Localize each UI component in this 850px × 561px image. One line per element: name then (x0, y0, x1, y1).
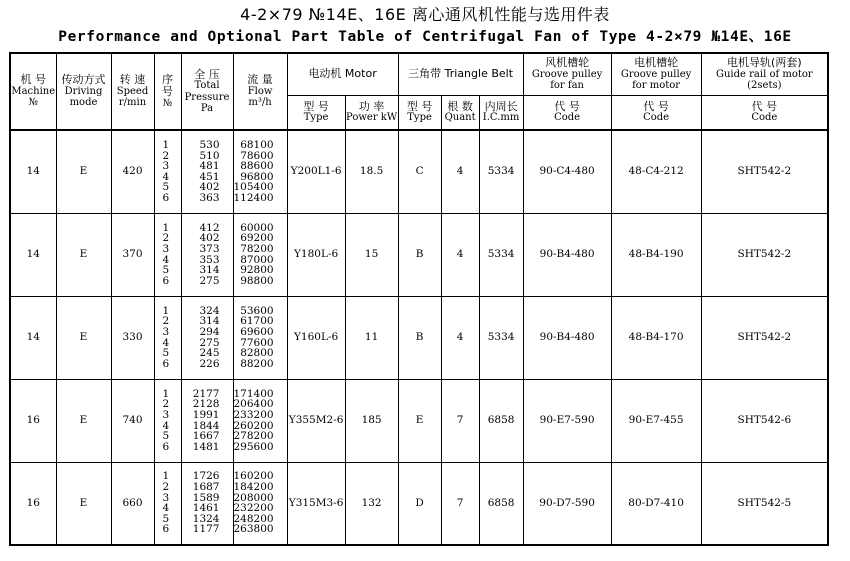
cell-pressure (181, 462, 233, 545)
cell-pressure-item: 314 (199, 315, 220, 328)
table-row (10, 130, 828, 213)
cell-flow-item: 88600 (240, 160, 274, 173)
cell-speed: 330 (111, 296, 154, 379)
cell-flow-item: 232200 (233, 502, 274, 515)
cell-sequence-item: 6 (162, 357, 170, 370)
cell-pressure-item: 412 (199, 221, 220, 234)
cell-pressure-item: 402 (199, 232, 220, 245)
cell-belt-ic: 6858 (479, 379, 523, 462)
header-motor-pulley-code: 代 号 Code (611, 95, 701, 130)
cell-pressure-item: 294 (199, 325, 220, 338)
header-motor-power: 功 率 Power kW (345, 95, 398, 130)
cell-motor-power: 18.5 (345, 130, 398, 213)
cell-motor-pulley-code: 48-B4-170 (611, 296, 701, 379)
header-fan-pulley: 风机槽轮 Groove pulley for fan (523, 53, 611, 95)
cell-flow-item: 263800 (233, 523, 274, 536)
cell-sequence-item: 4 (162, 502, 170, 515)
cell-sequence-item: 5 (162, 347, 170, 360)
cell-pressure (181, 213, 233, 296)
cell-flow (233, 379, 287, 462)
cell-motor-type: Y355M2-6 (287, 379, 345, 462)
header-motor: 电动机 Motor (287, 53, 398, 95)
cell-sequence (154, 296, 181, 379)
cell-flow-item: 88200 (240, 357, 274, 370)
cell-pressure-item: 353 (199, 253, 220, 266)
header-fan-pulley-code: 代 号 Code (523, 95, 611, 130)
header-total-pressure: 全 压 Total Pressure Pa (181, 53, 233, 130)
cell-pressure-item: 1687 (192, 481, 220, 494)
title-english: Performance and Optional Part Table of Centrifugal Fan of Type 4-2×79 №14E、16E (58, 29, 792, 45)
cell-pressure-item: 275 (199, 336, 220, 349)
cell-sequence-item: 2 (162, 149, 170, 162)
cell-sequence-item: 5 (162, 181, 170, 194)
cell-machine-no: 14 (10, 213, 56, 296)
cell-pressure-item: 1324 (192, 512, 220, 525)
cell-guide-rail-code: SHT542-2 (701, 130, 828, 213)
cell-driving-mode: E (56, 130, 111, 213)
cell-sequence-item: 3 (162, 408, 170, 421)
cell-flow-item: 68100 (240, 138, 274, 151)
header-belt: 三角带 Triangle Belt (398, 53, 523, 95)
cell-sequence-item: 5 (162, 264, 170, 277)
cell-sequence-item: 2 (162, 232, 170, 245)
cell-pressure-item: 363 (199, 191, 220, 204)
cell-sequence-item: 2 (162, 398, 170, 411)
cell-flow-item: 260200 (233, 419, 274, 432)
cell-belt-ic: 6858 (479, 462, 523, 545)
table-row (10, 379, 828, 462)
cell-pressure-item: 1667 (192, 430, 220, 443)
cell-sequence-item: 3 (162, 242, 170, 255)
cell-sequence (154, 462, 181, 545)
cell-flow-item: 78200 (240, 242, 274, 255)
cell-sequence-item: 1 (162, 221, 170, 234)
cell-machine-no: 14 (10, 130, 56, 213)
cell-flow-item: 206400 (233, 398, 274, 411)
cell-sequence-item: 3 (162, 325, 170, 338)
cell-sequence-item: 3 (162, 160, 170, 173)
cell-guide-rail-code: SHT542-2 (701, 213, 828, 296)
cell-belt-quant: 7 (441, 379, 479, 462)
table-row (10, 296, 828, 379)
cell-pressure-item: 2177 (192, 387, 220, 400)
header-speed: 转 速 Speed r/min (111, 53, 154, 130)
cell-belt-type: B (398, 296, 441, 379)
header-flow: 流 量 Flow m³/h (233, 53, 287, 130)
cell-flow-item: 233200 (233, 408, 274, 421)
cell-guide-rail-code: SHT542-2 (701, 296, 828, 379)
cell-flow-item: 87000 (240, 253, 274, 266)
cell-belt-ic: 5334 (479, 213, 523, 296)
cell-sequence-item: 1 (162, 304, 170, 317)
cell-pressure-item: 1461 (192, 502, 220, 515)
cell-fan-pulley-code: 90-D7-590 (523, 462, 611, 545)
cell-guide-rail-code: SHT542-5 (701, 462, 828, 545)
cell-pressure-item: 1844 (192, 419, 220, 432)
cell-belt-type: E (398, 379, 441, 462)
table-row (10, 462, 828, 545)
cell-motor-power: 132 (345, 462, 398, 545)
cell-flow-item: 92800 (240, 264, 274, 277)
cell-belt-quant: 4 (441, 213, 479, 296)
cell-sequence-item: 1 (162, 387, 170, 400)
cell-sequence-item: 1 (162, 138, 170, 151)
cell-flow-item: 208000 (233, 491, 274, 504)
cell-driving-mode: E (56, 213, 111, 296)
cell-guide-rail-code: SHT542-6 (701, 379, 828, 462)
cell-motor-power: 11 (345, 296, 398, 379)
header-belt-quant: 根 数 Quant (441, 95, 479, 130)
cell-sequence-item: 6 (162, 274, 170, 287)
cell-flow-item: 98800 (240, 274, 274, 287)
cell-pressure-item: 530 (199, 138, 220, 151)
cell-speed: 370 (111, 213, 154, 296)
cell-pressure-item: 1589 (192, 491, 220, 504)
cell-motor-pulley-code: 48-B4-190 (611, 213, 701, 296)
cell-flow-item: 61700 (240, 315, 274, 328)
cell-speed: 740 (111, 379, 154, 462)
cell-sequence-item: 5 (162, 512, 170, 525)
cell-flow (233, 130, 287, 213)
cell-motor-power: 185 (345, 379, 398, 462)
cell-sequence-item: 6 (162, 440, 170, 453)
header-motor-type: 型 号 Type (287, 95, 345, 130)
title-chinese: 4-2×79 №14E、16E 离心通风机性能与选用件表 (240, 5, 610, 24)
cell-belt-ic: 5334 (479, 296, 523, 379)
cell-speed: 420 (111, 130, 154, 213)
cell-belt-type: B (398, 213, 441, 296)
cell-flow-item: 82800 (240, 347, 274, 360)
cell-pressure-item: 226 (199, 357, 220, 370)
cell-motor-type: Y200L1-6 (287, 130, 345, 213)
cell-motor-type: Y160L-6 (287, 296, 345, 379)
cell-motor-pulley-code: 80-D7-410 (611, 462, 701, 545)
cell-pressure (181, 296, 233, 379)
cell-machine-no: 16 (10, 379, 56, 462)
cell-pressure (181, 379, 233, 462)
cell-belt-quant: 4 (441, 296, 479, 379)
cell-driving-mode: E (56, 296, 111, 379)
cell-flow-item: 105400 (233, 181, 274, 194)
cell-pressure-item: 451 (199, 170, 220, 183)
cell-motor-type: Y180L-6 (287, 213, 345, 296)
cell-flow-item: 96800 (240, 170, 274, 183)
cell-flow-item: 78600 (240, 149, 274, 162)
header-belt-type: 型 号 Type (398, 95, 441, 130)
cell-flow-item: 53600 (240, 304, 274, 317)
cell-pressure-item: 1726 (192, 470, 220, 483)
cell-pressure-item: 2128 (192, 398, 220, 411)
cell-flow-item: 295600 (233, 440, 274, 453)
cell-flow (233, 296, 287, 379)
cell-pressure-item: 1177 (192, 523, 220, 536)
header-machine-no: 机 号 Machine № (10, 53, 56, 130)
cell-motor-type: Y315M3-6 (287, 462, 345, 545)
cell-sequence-item: 3 (162, 491, 170, 504)
cell-flow-item: 112400 (233, 191, 274, 204)
cell-flow-item: 171400 (233, 387, 274, 400)
header-motor-pulley: 电机槽轮 Groove pulley for motor (611, 53, 701, 95)
cell-belt-type: D (398, 462, 441, 545)
cell-pressure-item: 314 (199, 264, 220, 277)
cell-sequence-item: 2 (162, 481, 170, 494)
cell-flow-item: 160200 (233, 470, 274, 483)
cell-sequence-item: 4 (162, 170, 170, 183)
cell-sequence-item: 4 (162, 336, 170, 349)
cell-flow-item: 69600 (240, 325, 274, 338)
cell-sequence-item: 5 (162, 430, 170, 443)
cell-pressure-item: 1481 (192, 440, 220, 453)
cell-belt-quant: 7 (441, 462, 479, 545)
cell-belt-ic: 5334 (479, 130, 523, 213)
cell-motor-pulley-code: 48-C4-212 (611, 130, 701, 213)
cell-flow-item: 248200 (233, 512, 274, 525)
cell-pressure-item: 245 (199, 347, 220, 360)
cell-sequence (154, 130, 181, 213)
cell-driving-mode: E (56, 379, 111, 462)
cell-pressure-item: 275 (199, 274, 220, 287)
cell-sequence-item: 6 (162, 191, 170, 204)
cell-pressure (181, 130, 233, 213)
cell-flow (233, 462, 287, 545)
cell-fan-pulley-code: 90-B4-480 (523, 296, 611, 379)
header-driving-mode: 传动方式 Driving mode (56, 53, 111, 130)
cell-pressure-item: 324 (199, 304, 220, 317)
cell-flow-item: 278200 (233, 430, 274, 443)
cell-machine-no: 14 (10, 296, 56, 379)
cell-flow-item: 60000 (240, 221, 274, 234)
cell-pressure-item: 481 (199, 160, 220, 173)
header-belt-ic: 内周长 I.C.mm (479, 95, 523, 130)
cell-sequence-item: 2 (162, 315, 170, 328)
cell-sequence (154, 379, 181, 462)
header-guide-rail-code: 代 号 Code (701, 95, 828, 130)
cell-flow-item: 184200 (233, 481, 274, 494)
table-row (10, 213, 828, 296)
cell-machine-no: 16 (10, 462, 56, 545)
cell-flow-item: 77600 (240, 336, 274, 349)
cell-pressure-item: 510 (199, 149, 220, 162)
cell-speed: 660 (111, 462, 154, 545)
performance-table (9, 52, 829, 546)
cell-driving-mode: E (56, 462, 111, 545)
cell-flow (233, 213, 287, 296)
cell-pressure-item: 1991 (192, 408, 220, 421)
cell-belt-quant: 4 (441, 130, 479, 213)
table-body (10, 130, 828, 545)
cell-motor-power: 15 (345, 213, 398, 296)
cell-pressure-item: 402 (199, 181, 220, 194)
cell-sequence-item: 6 (162, 523, 170, 536)
header-sequence: 序号 № (154, 53, 181, 130)
cell-fan-pulley-code: 90-E7-590 (523, 379, 611, 462)
cell-fan-pulley-code: 90-C4-480 (523, 130, 611, 213)
cell-belt-type: C (398, 130, 441, 213)
cell-sequence-item: 4 (162, 419, 170, 432)
cell-pressure-item: 373 (199, 242, 220, 255)
cell-fan-pulley-code: 90-B4-480 (523, 213, 611, 296)
cell-sequence-item: 4 (162, 253, 170, 266)
cell-motor-pulley-code: 90-E7-455 (611, 379, 701, 462)
cell-sequence-item: 1 (162, 470, 170, 483)
cell-flow-item: 69200 (240, 232, 274, 245)
header-guide-rail: 电机导轨(两套) Guide rail of motor (2sets) (701, 53, 828, 95)
cell-sequence (154, 213, 181, 296)
